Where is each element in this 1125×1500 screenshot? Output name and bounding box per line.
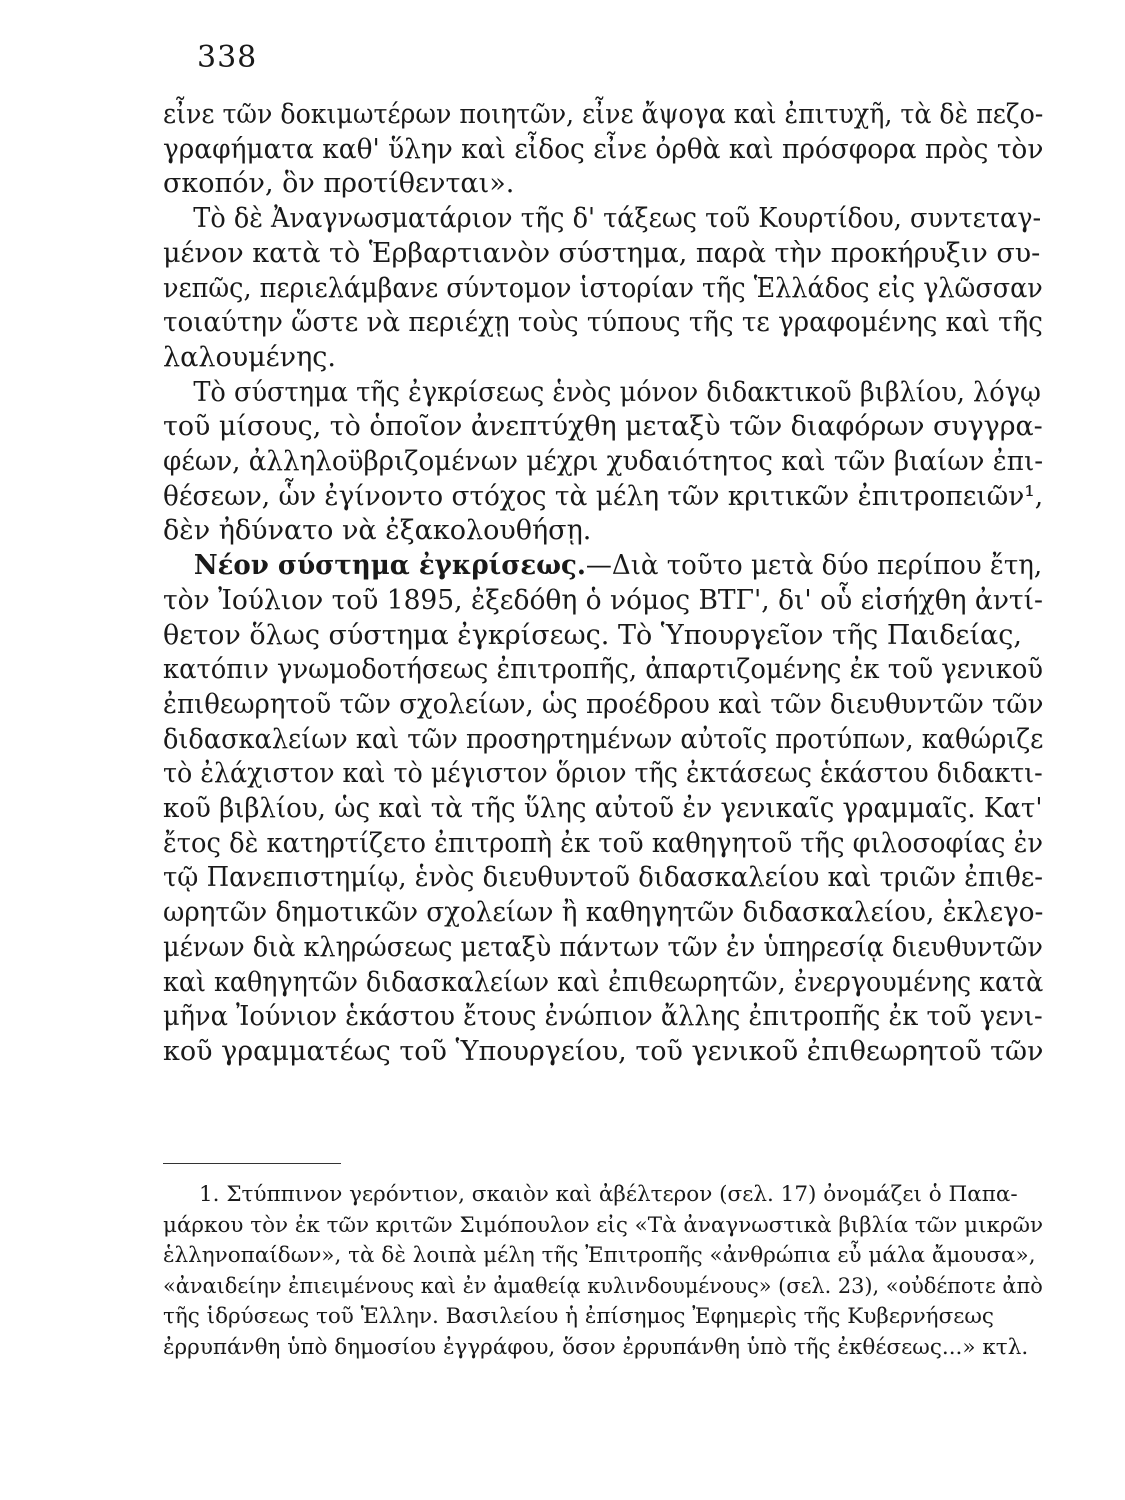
line-text: τοιαύτην ὥστε νὰ περιέχῃ τοὺς τύπους τῆς τε γραφομένης καὶ τῆς [163,307,1043,339]
line-text: Τὸ σύστημα τῆς ἐγκρίσεως ἑνὸς μόνον διδακτικοῦ βιβλίου, λόγῳ [193,376,1041,408]
text-line [163,584,1043,619]
text-line [163,514,1043,549]
text-line [163,827,1044,862]
line-text: καὶ καθηγητῶν διδασκαλείων καὶ ἐπιθεωρητῶν, ἐνεργουμένης κατὰ [163,966,1044,998]
line-text: λαλουμένης. [163,341,336,373]
line-text: διδασκαλείων καὶ τῶν προσηρτημένων αὐτοῖς προτύπων, καθώριζε [163,723,1044,755]
text-line [163,861,1044,896]
line-text: μῆνα Ἰούνιον ἑκάστου ἔτους ἐνώπιον ἄλλης ἐπιτροπῆς ἐκ τοῦ γενι- [163,1001,1043,1033]
line-text: θετον ὅλως σύστημα ἐγκρίσεως. Τὸ Ὑπουργεῖον τῆς Παιδείας, [163,619,1022,651]
line-text: τῷ Πανεπιστημίῳ, ἑνὸς διευθυντοῦ διδασκαλείου καὶ τριῶν ἐπιθε- [163,862,1044,894]
text-line [163,966,1044,1001]
line-text: κοῦ γραμματέως τοῦ Ὑπουργείου, τοῦ γενικοῦ ἐπιθεωρητοῦ τῶν [163,1035,1044,1067]
line-text: κατόπιν γνωμοδοτήσεως ἐπιτροπῆς, ἀπαρτιζομένης ἐκ τοῦ γενικοῦ [163,654,1043,686]
line-text: μένον κατὰ τὸ Ἑρβαρτιανὸν σύστημα, παρὰ τὴν προκήρυξιν συ- [163,237,1041,269]
line-text: ωρητῶν δημοτικῶν σχολείων ἢ καθηγητῶν διδασκαλείου, ἐκλεγο- [163,897,1044,929]
text-line [163,688,1044,723]
body-text [163,98,1043,1070]
line-text: τοῦ μίσους, τὸ ὁποῖον ἀνεπτύχθη μεταξὺ τῶν διαφόρων συγγρα- [163,411,1043,443]
footnote-separator [163,1163,341,1164]
footnote-line: ἐρρυπάνθη ὑπὸ δημοσίου ἐγγράφου, ὅσον ἐρρυπάνθη ὑπὸ τῆς ἐκθέσεως...» κτλ. [163,1334,1029,1360]
text-line [163,653,1043,688]
text-line [163,341,1043,376]
line-text: ἔτος δὲ κατηρτίζετο ἐπιτροπὴ ἐκ τοῦ καθηγητοῦ τῆς φιλοσοφίας ἐν [163,827,1044,859]
line-text: τὸν Ἰούλιον τοῦ 1895, ἐξεδόθη ὁ νόμος ΒΤΓ', δι' οὗ εἰσήχθη ἀντί- [163,584,1043,616]
text-line [163,133,1044,168]
line-text: τὸ ἐλάχιστον καὶ τὸ μέγιστον ὅριον τῆς ἐκτάσεως ἑκάστου διδακτι- [163,758,1043,790]
footnote-line: «ἀναιδείην ἐπιειμένους καὶ ἐν ἀμαθείᾳ κυλινδουμένους» (σελ. 23), «οὐδέποτε ἀπὸ [163,1273,1043,1299]
line-text: σκοπόν, ὃν προτίθενται». [163,168,515,200]
line-text: ἐπιθεωρητοῦ τῶν σχολείων, ὡς προέδρου καὶ τῶν διευθυντῶν τῶν [163,688,1044,720]
line-text: δὲν ἠδύνατο νὰ ἐξακολουθήσῃ. [163,515,592,547]
footnote-line: ἑλληνοπαίδων», τὰ δὲ λοιπὰ μέλη τῆς Ἐπιτροπῆς «ἀνθρώπια εὖ μάλα ἄμουσα», [163,1243,1036,1268]
text-line [163,792,1043,827]
footnote-line: τῆς ἱδρύσεως τοῦ Ἑλλην. Βασιλείου ἡ ἐπίσημος Ἐφημερὶς τῆς Κυβερνήσεως [163,1304,994,1329]
line-text: μένων διὰ κληρώσεως μεταξὺ πάντων τῶν ἐν ὑπηρεσίᾳ διευθυντῶν [163,931,1043,963]
text-line [163,167,1043,202]
text-line [163,306,1043,341]
text-line [163,480,1044,515]
text-line [163,1035,1043,1070]
text-line [163,410,1043,445]
page-number: 338 [197,40,258,75]
text-line [163,202,1042,237]
section-heading: Νέον σύστημα ἐγκρίσεως. [193,550,586,582]
text-line [163,272,1043,307]
text-line [163,896,1044,931]
line-text: —Διὰ τοῦτο μετὰ δύο περίπου ἔτη, [585,550,1043,582]
footnotes [163,1180,1043,1363]
text-line [163,445,1044,480]
text-line [163,1000,1043,1035]
text-line [163,237,1043,272]
footnote-line: μάρκου τὸν ἐκ τῶν κριτῶν Σιμόπουλον εἰς «Τὰ ἀναγνωστικὰ βιβλία τῶν μικρῶν [163,1212,1044,1238]
text-line [163,757,1043,792]
line-text: κοῦ βιβλίου, ὡς καὶ τὰ τῆς ὕλης αὐτοῦ ἐν γενικαῖς γραμμαῖς. Κατ' [163,793,1043,825]
text-line [163,931,1043,966]
text-line [163,376,1041,411]
text-line [163,723,1044,758]
text-line [163,619,1043,654]
line-text: φέων, ἀλληλοϋβριζομένων μέχρι χυδαιότητος καὶ τῶν βιαίων ἐπι- [163,446,1044,478]
line-text: εἶνε τῶν δοκιμωτέρων ποιητῶν, εἶνε ἄψογα καὶ ἐπιτυχῆ, τὰ δὲ πεζο- [163,99,1044,130]
footnote-line: 1. Στύππινον γερόντιον, σκαιὸν καὶ ἀβέλτερον (σελ. 17) ὀνομάζει ὁ Παπα- [199,1182,1018,1207]
text-line [163,98,1044,133]
line-text: γραφήματα καθ' ὕλην καὶ εἶδος εἶνε ὀρθὰ καὶ πρόσφορα πρὸς τὸν [163,133,1044,165]
line-text: νεπῶς, περιελάμβανε σύντομον ἱστορίαν τῆς Ἑλλάδος εἰς γλῶσσαν [163,272,1043,304]
text-line [163,549,1043,584]
line-text: θέσεων, ὧν ἐγίνοντο στόχος τὰ μέλη τῶν κριτικῶν ἐπιτροπειῶν¹, [163,480,1044,512]
line-text: Τὸ δὲ Ἀναγνωσματάριον τῆς δ' τάξεως τοῦ Κουρτίδου, συντεταγ- [193,203,1042,235]
